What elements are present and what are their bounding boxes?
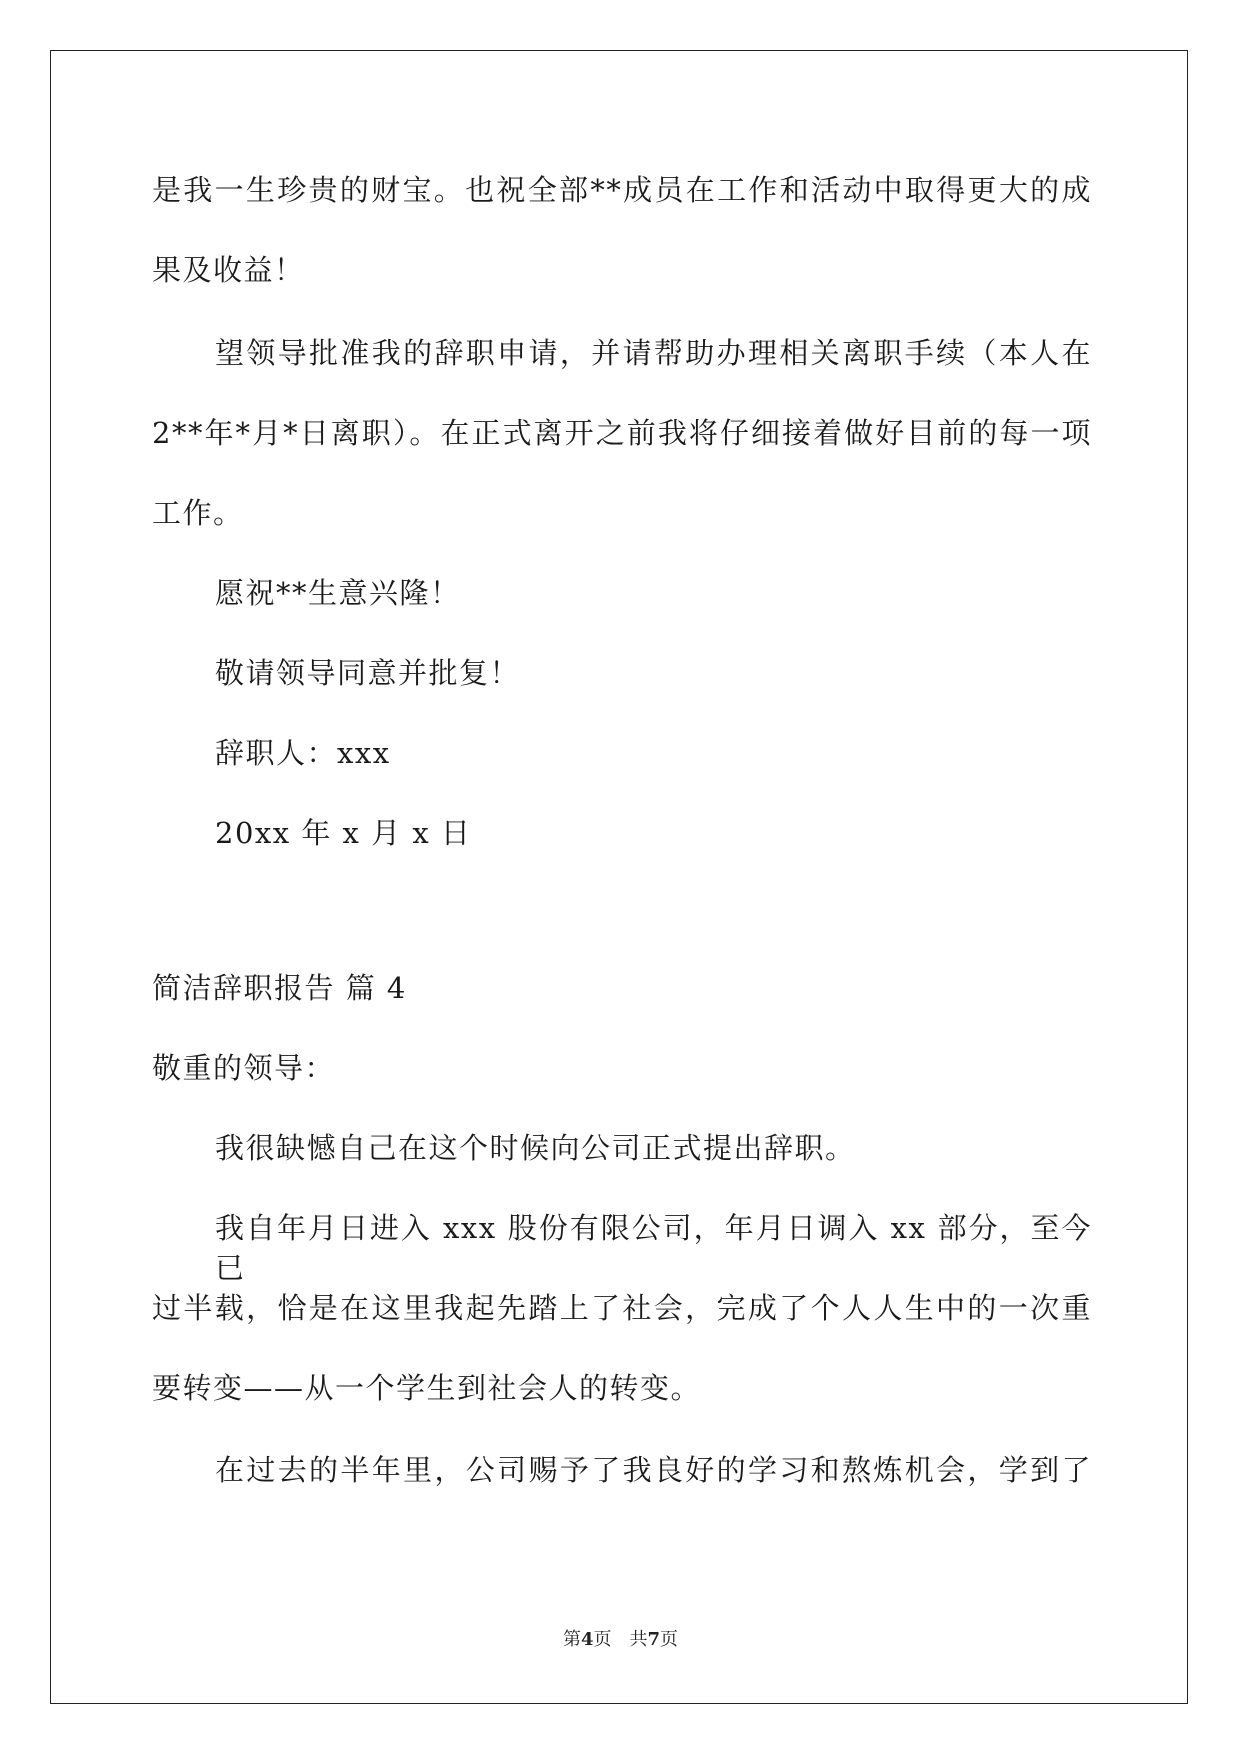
text-line: 我很缺憾自己在这个时候向公司正式提出辞职。	[215, 1131, 856, 1165]
text-line: 愿祝**生意兴隆！	[215, 576, 461, 610]
current-page-number: 4	[580, 1629, 594, 1650]
text-line: 2**年*月*日离职）。在正式离开之前我将仔细接着做好目前的每一项	[152, 416, 1092, 450]
text-line: 望领导批准我的辞职申请，并请帮助办理相关离职手续（本人在	[215, 336, 1092, 370]
section-heading: 简洁辞职报告 篇 4	[152, 971, 407, 1005]
text-line: 过半载，恰是在这里我起先踏上了社会，完成了个人人生中的一次重	[152, 1291, 1092, 1325]
text-line: 要转变——从一个学生到社会人的转变。	[152, 1371, 702, 1405]
text-line: 敬请领导同意并批复！	[215, 656, 521, 690]
signatory-line: 辞职人：xxx	[215, 736, 391, 770]
page-footer	[0, 1628, 1241, 1652]
text-line: 是我一生珍贵的财宝。也祝全部**成员在工作和活动中取得更大的成	[152, 173, 1092, 207]
text-line: 工作。	[152, 496, 244, 530]
salutation: 敬重的领导：	[152, 1051, 336, 1085]
date-line: 20xx 年 x 月 x 日	[215, 816, 472, 850]
footer-suffix: 页	[660, 1629, 679, 1650]
total-pages-number: 7	[647, 1629, 661, 1650]
footer-middle: 页 共	[593, 1629, 648, 1650]
text-line: 在过去的半年里，公司赐予了我良好的学习和熬炼机会，学到了	[215, 1453, 1092, 1487]
text-line: 果及收益！	[152, 253, 305, 287]
footer-prefix: 第	[562, 1629, 581, 1650]
text-line: 我自年月日进入 xxx 股份有限公司，年月日调入 xx 部分，至今已	[215, 1211, 1092, 1285]
